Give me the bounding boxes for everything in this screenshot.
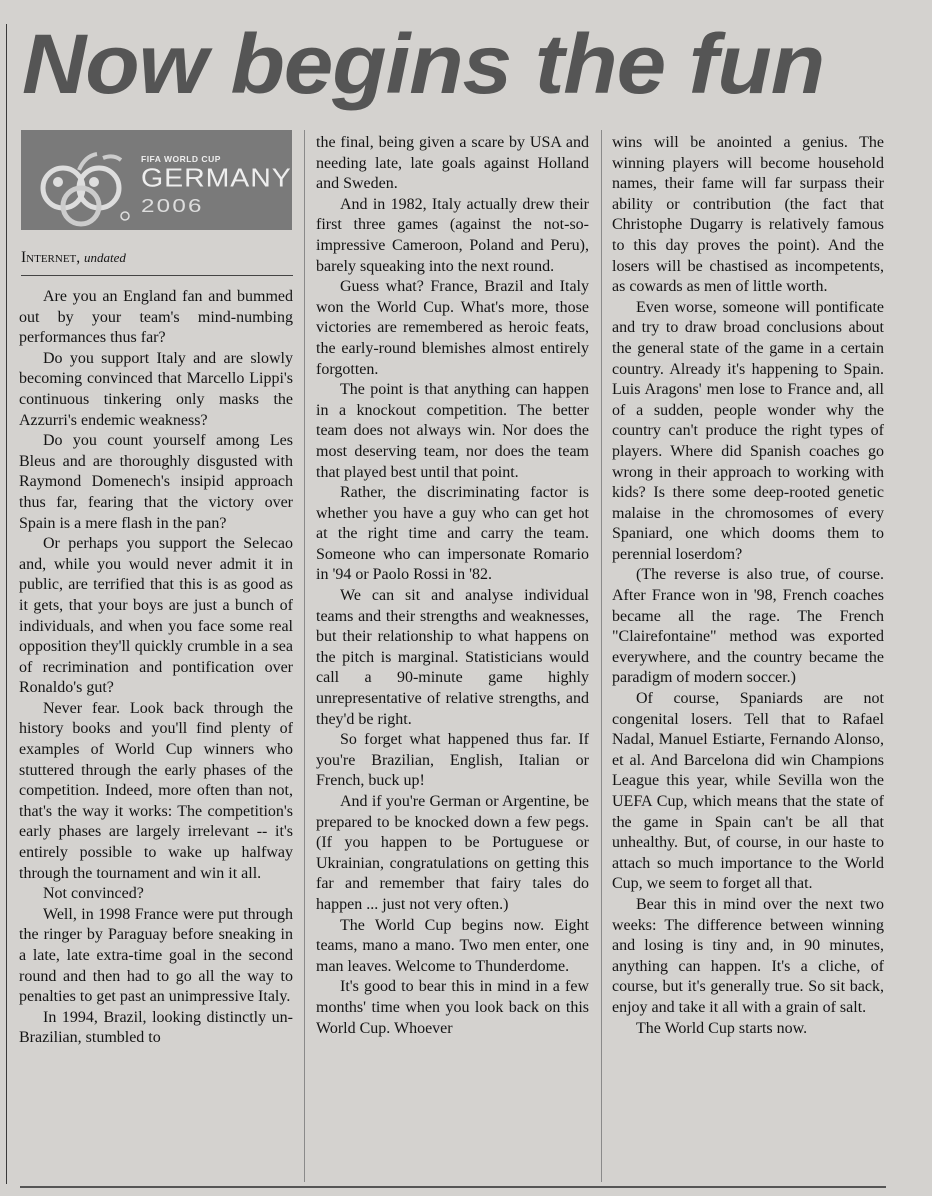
paragraph: So forget what happened thus far. If you're Brazilian, English, Italian or French, buck up! [316,731,589,790]
dateline [21,249,126,267]
article-column-1 [19,287,293,1049]
paragraph: In 1994, Brazil, looking distinctly un-Brazilian, stumbled to [19,1008,293,1047]
world-cup-logo-box [21,130,292,230]
paragraph: The World Cup begins now. Eight teams, mano a mano. Two men enter, one man leaves. Welcome to Thunderdome. [316,916,589,975]
paragraph: Well, in 1998 France were put through the ringer by Paraguay before sneaking in a late, late extra-time goal in the second round and then had to go all the way to penalties to get past an unimpressive Italy. [19,905,293,1006]
paragraph: We can sit and analyse individual teams and their strengths and weaknesses, but their relationship to what happens on the pitch is marginal. Statisticians would call a 90-minute game highly unrepresentative of relative strengths, and they'd be right. [316,587,589,728]
dateline-qualifier: undated [84,250,126,265]
article-column-3 [612,133,884,1039]
paragraph: Never fear. Look back through the history books and you'll find plenty of examples of World Cup winners who stuttered through the early phases of the competition. Indeed, more often than not, that's the way it works: The competition's early phases are largely irrelevant -- it's entirely possible to wake up halfway through the tournament and win it all. [19,699,293,882]
paragraph: Or perhaps you support the Selecao and, while you would never admit it in public, are terrified that this is as good as it gets, that your boys are just a bunch of individuals, and when you face some real opposition they'll quickly crumble in a sea of recrimination and pontification over Ronaldo's gut? [19,535,293,697]
logo-small-text: FIFA WORLD CUP [141,154,221,164]
dateline-source: Internet, [21,249,81,266]
paragraph: And in 1982, Italy actually drew their first three games (against the not-so-impressive Cameroon, Poland and Peru), barely squeaking into the next round. [316,195,589,275]
paragraph: Not convinced? [43,885,144,903]
paragraph: Bear this in mind over the next two weeks: The difference between winning and losing is tiny and, in 90 minutes, anything can happen. It's a cliche, of course, but it's generally true. So sit back, enjoy and take it all with a grain of salt. [612,895,884,1016]
paragraph: Do you count yourself among Les Bleus and are thoroughly disgusted with Raymond Domenech's insipid approach thus far, fearing that the victory over Spain is a mere flash in the pan? [19,432,293,532]
article-column-2 [316,133,589,1039]
paragraph: Are you an England fan and bummed out by your team's mind-numbing performances thus far? [19,288,293,347]
paragraph: Even worse, someone will pontificate and try to draw broad conclusions about the general state of the game in a certain country. Already it's happening to Spain. Luis Aragons' men lose to France and, all of a sudden, people wonder why the country can't produce the right types of players. Where did Spanish coaches go wrong in their approach to working with kids? Is there some deep-rooted genetic malaise in the chromosomes of every Spaniard, one which dooms them to perennial loserdom? [612,298,884,563]
paragraph: the final, being given a scare by USA and needing late, late goals against Holland and Sweden. [316,134,589,193]
logo-country-text: GERMANY [141,164,292,193]
paragraph: The point is that anything can happen in a knockout competition. The better team does not always win. Nor does the most deserving team, nor does the team that played best until that point. [316,381,589,481]
paragraph: And if you're German or Argentine, be prepared to be knocked down a few pegs. (If you happen to be Portuguese or Ukrainian, congratulations on getting this far and remember that fairy tales do happen ... just not very often.) [316,793,589,913]
paragraph: (The reverse is also true, of course. After France won in '98, French coaches became all the rage. The French "Clairefontaine" method was exported everywhere, and the country became the paradigm of modern soccer.) [612,566,884,687]
column-rule [601,130,602,1182]
paragraph: The World Cup starts now. [636,1019,808,1037]
paragraph: wins will be anointed a genius. The winning players will become household names, their fame will far surpass their ability or contribution (the fact that Christophe Dugarry is relatively famous to this day proves the point). And the losers will be chastised as incompetents, as cowards as men of little worth. [612,134,884,296]
logo-year-text: 2006 [141,195,204,217]
paragraph: Guess what? France, Brazil and Italy won the World Cup. What's more, those victories are remembered as heroic feats, the early-round blemishes almost entirely forgotten. [316,278,589,378]
column-rule [304,130,305,1182]
dateline-rule [21,275,293,276]
headline: Now begins the fun [22,17,825,111]
paragraph: Of course, Spaniards are not congenital losers. Tell that to Rafael Nadal, Manuel Estiarte, Fernando Alonso, et al. And Barcelona did win Champions League this year, while Sevilla won the UEFA Cup, which means that the state of the game in Spain can't be all that unhealthy. But, of course, in our haste to attach so much importance to the World Cup, we seem to forget all that. [612,690,884,893]
paragraph: It's good to bear this in mind in a few months' time when you look back on this World Cup. Whoever [316,978,589,1037]
left-margin-rule [6,24,7,1184]
paragraph: Do you support Italy and are slowly becoming convinced that Marcello Lippi's continuous tinkering only masks the Azzurri's endemic weakness? [19,349,293,429]
paragraph: Rather, the discriminating factor is whether you have a guy who can get hot at the right time and carry the team. Someone who can impersonate Romario in '94 or Paolo Rossi in '82. [316,484,589,584]
bottom-rule [20,1186,886,1188]
